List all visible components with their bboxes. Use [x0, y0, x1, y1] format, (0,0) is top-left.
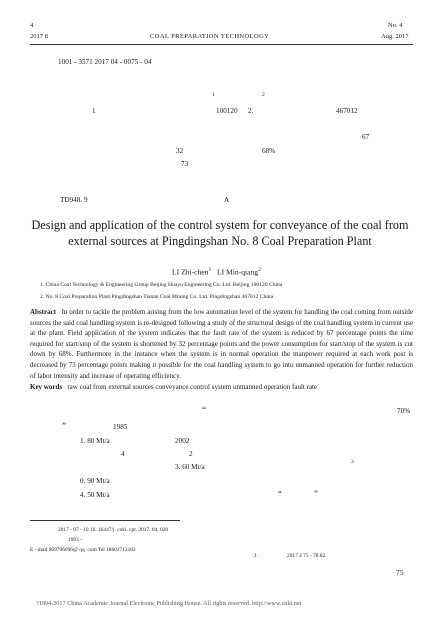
footnote-rule [30, 520, 180, 521]
affiliation-postcode-2: 467012 [336, 107, 358, 115]
keywords-text: raw coal from external sources conveyance control system unmanned operation fault rate [67, 383, 318, 391]
footnote-citation: 2017 4 75 - 78 82. [287, 553, 327, 559]
body-capacity-2: 3. 60 Mt/a [175, 463, 205, 471]
body-quote-close-2: ” [314, 489, 318, 499]
body-capacity-4: 4. 50 Mt/a [80, 491, 110, 499]
affiliation-postcode-1: 100120 [216, 107, 238, 115]
body-capacity-1: 1. 80 Mt/a [80, 437, 110, 445]
author-1-sup: 1 [208, 267, 212, 273]
cn-abstract-num-32: 32 [176, 147, 184, 155]
author-mark-1: 1 [212, 92, 215, 98]
affiliation-mark-1: 1 [92, 107, 96, 115]
affiliation-number-2: 2. [248, 107, 254, 115]
body-quote-open-2: “ [278, 489, 282, 499]
abstract-en [30, 307, 413, 381]
page-number: 75 [396, 568, 404, 577]
body-quote-close-1: ” [62, 421, 66, 431]
copyright-footer: ?1994-2017 China Academic Journal Electronic Publishing House. All rights reserved. http://www.cnki.net [36, 600, 302, 607]
author-2-name: LI Min-qiang [216, 267, 259, 277]
footnote-received: 2017 - 07 - 10 10. 16447/j. cnki. cpt. 2017. 04. 020 [58, 527, 169, 533]
affiliation-1-en: 1. China Coal Technology & Engineering Group Beijing Huayu Engineering Co. Ltd. Beijing 100120 China [40, 282, 283, 288]
article-id: 1001 - 3571 2017 04 - 0075 - 04 [58, 58, 152, 66]
footnote-born: 1993 - [68, 537, 82, 543]
body-quote-open-1: “ [202, 405, 206, 415]
header-year-volume: 2017 8 [30, 33, 48, 40]
header-journal-name: COAL PREPARATION TECHNOLOGY [150, 33, 270, 40]
abstract-label: Abstract [30, 308, 57, 316]
affiliation-2-en: 2. No. 8 Coal Preparation Plant Pingdingshan Tianan Coal Mining Co. Ltd. Pingdingshan 467012 China [40, 294, 274, 300]
footnote-citation-j: J . [254, 553, 259, 559]
abstract-text: In order to tackle the problem arising from the low automation level of the system for handling the coal coming from outside sources the said coal handling system is re-designed following a study of the structural design of the coal handling system in current use at the plant. Field application of the system indicates that the fault rate of the system is reduced by 67 percentage points the time required for start/stop of the system is shortened by 32 percentage points and the power consumption for start/stop of the system is cut down by 68%. Furthermore in the instance when the system is in normal operation the manpower required at each work post is decreased by 73 percentage points making it possible for the coal handling system to go into unmanned operation for further reduction of labor intensity and increase of operating efficiency. [30, 308, 413, 380]
cn-abstract-num-68: 68% [262, 147, 276, 155]
body-num-4: 4 [121, 450, 125, 458]
body-percent-70: 70% [397, 407, 411, 415]
keywords-label: Key words [30, 383, 63, 391]
header-rule [30, 44, 413, 45]
body-num-2: 2 [189, 450, 193, 458]
author-2-sup: 2 [258, 267, 261, 273]
clc-number: TD948. 9 [60, 196, 88, 204]
body-capacity-3: 0. 90 Mt/a [80, 477, 110, 485]
author-1-name: LI Zhi-chen [172, 267, 209, 277]
footnote-contact: E - mail 969796096@ qq. com Tel 18602713182 [30, 547, 136, 553]
header-issue-no: 4 [30, 22, 34, 29]
header-date: Aug. 2017 [381, 33, 409, 40]
body-superscript-3: 3 [351, 459, 354, 465]
authors-en [172, 267, 261, 277]
article-title-en: Design and application of the control system for conveyance of the coal from external sources at Pingdingshan No. 8 Coal Preparation Plant [31, 218, 409, 248]
body-year-1985: 1985 [113, 423, 128, 431]
body-year-2002: 2002 [175, 437, 190, 445]
document-code: A [224, 196, 230, 204]
author-mark-2: 2 [262, 92, 265, 98]
cn-abstract-num-67: 67 [362, 133, 370, 141]
cn-abstract-num-73: 73 [181, 160, 189, 168]
header-issue-no-right: No. 4 [388, 22, 403, 29]
keywords-en [30, 382, 413, 393]
